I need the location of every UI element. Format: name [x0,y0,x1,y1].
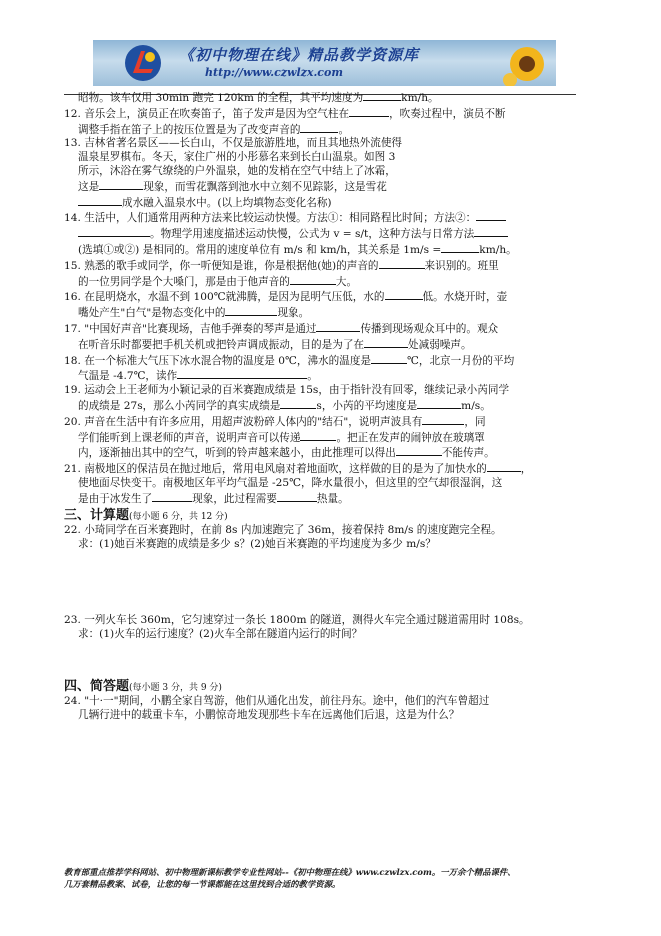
question-21: 21. 南极地区的保洁员在抛过地后，常用电风扇对着地面吹，这样做的目的是为了加快水的 ， [64,463,532,476]
question-12: 12. 音乐会上，演员正在吹奏笛子，笛子发声是因为空气柱在 ，吹奏过程中，演员不断 [64,107,506,120]
header-banner [93,40,556,86]
section-heading-calc: 三、计算题(每小题 6 分，共 12 分) [64,507,228,523]
answer-space [64,552,584,614]
text-line: 的一位男同学是个大嗓门，那是由于他声音的 大。 [78,275,358,288]
text-line: 。物理学用速度描述运动快慢，公式为 v = s/t，这种方法与日常方法 [64,226,584,242]
text-line: 求：(1)她百米赛跑的成绩是多少 s？(2)她百米赛跑的平均速度为多少 m/s？ [78,538,436,551]
text-line: 使地面尽快变干。南极地区年平均气温是 -25℃，降水量很小，但这里的空气却很湿润，这 [78,476,503,489]
text-line: 求：(1)火车的运行速度？(2)火车全部在隧道内运行的时间？ [78,627,363,640]
text-line: (选填①或②) 是相同的。常用的速度单位有 m/s 和 km/h，其关系是 1m/s = km/h。 [78,243,517,256]
answer-space [64,642,584,678]
text-line: 的成绩是 27s，那么小芮同学的真实成绩是 s，小芮的平均速度是 m/s。 [78,399,491,412]
section-heading-short-answer: 四、简答题(每小题 3 分，共 9 分) [64,678,222,694]
question-20: 20. 声音在生活中有许多应用，用超声波粉碎人体内的"结石"，说明声波具有 ，同 [64,415,486,428]
page-footer [64,866,604,890]
text-line: 昭物。该车仅用 30min 跑完 120km 的全程，其平均速度为 km/h。 [78,92,439,104]
footer-line: 几万套精品教案、试卷，让您的每一节课都能在这里找到合适的教学资源。 [64,879,341,889]
question-16: 16. 在昆明烧水，水温不到 100℃就沸腾，是因为昆明气压低，水的 低。水烧开时，壶 [64,291,508,304]
question-14: 14. 生活中，人们通常用两种方法来比较运动快慢。方法①：相同路程比时间；方法②： [64,210,584,226]
text-line: 这是 现象，而雪花飘落到池水中立刻不见踪影，这是雪花 [78,180,387,193]
question-24: 24. "十·一"期间，小鹏全家自驾游，他们从通化出发，前往丹东。途中，他们的汽车曾超过 [64,695,490,708]
sunflower-icon [502,42,552,86]
question-13: 13. 吉林省著名景区——长白山，不仅是旅游胜地，而且其地热外流使得 [64,137,403,150]
text-line: 温泉星罗棋布。冬天，家住广州的小彤慕名来到长白山温泉。如图 3 [78,151,396,164]
text-line: 是由于冰发生了 现象，此过程需要 热量。 [78,492,349,505]
question-17: 17. "中国好声音"比赛现场，吉他手弹奏的琴声是通过 传播到现场观众耳中的。观众 [64,322,499,335]
banner-title: 《初中物理在线》精品教学资源库 [179,46,420,64]
banner-url[interactable]: http://www.czwlzx.com [205,66,343,79]
text-line: 所示，沐浴在雾气缭绕的户外温泉，她的发梢在空气中结上了冰霜， [78,164,396,177]
question-18: 18. 在一个标准大气压下冰水混合物的温度是 0℃，沸水的温度是 ℃，北京一月份的平均 [64,354,515,367]
site-logo-icon [123,43,163,83]
text-line: 学们能听到上课老师的声音，说明声音可以传递 。把正在发声的闹钟放在玻璃罩 [78,431,485,444]
text-line: 气温是 -4.7℃，读作 。 [78,370,318,383]
text-line: 几辆行进中的载重卡车，小鹏惊奇地发现那些卡车在远离他们后退，这是为什么？ [78,709,460,722]
text-line: 成水融入温泉水中。(以上均填物态变化名称) [64,195,584,211]
text-line: 内，逐渐抽出其中的空气，听到的铃声越来越小，由此推理可以得出 不能传声。 [78,447,495,460]
text-line: 嘴处产生"白气"是物态变化中的 现象。 [78,307,310,320]
question-15: 15. 熟悉的歌手或同学，你一听便知是谁，你是根据他(她)的声音的 来识别的。班里 [64,259,499,272]
footer-line: 教育部重点推荐学科网站、初中物理新课标教学专业性网站--《初中物理在线》www.czwlzx.com。一万余个精品课件、 [64,867,516,877]
question-19: 19. 运动会上王老师为小颖记录的百米赛跑成绩是 15s，由于指针没有回零，继续记录小芮同学 [64,384,510,397]
text-line: 在听音乐时都要把手机关机或把铃声调成振动，目的是为了在 处减弱噪声。 [78,338,472,351]
text-line: 调整手指在笛子上的按压位置是为了改变声音的 。 [78,123,350,136]
question-22: 22. 小琦同学在百米赛跑时，在前 8s 内加速跑完了 36m，接着保持 8m/s 的速度跑完全程。 [64,524,502,537]
page-content [64,90,584,723]
question-23: 23. 一列火车长 360m，它匀速穿过一条长 1800m 的隧道，测得火车完全通过隧道需用时 108s。 [64,613,530,626]
